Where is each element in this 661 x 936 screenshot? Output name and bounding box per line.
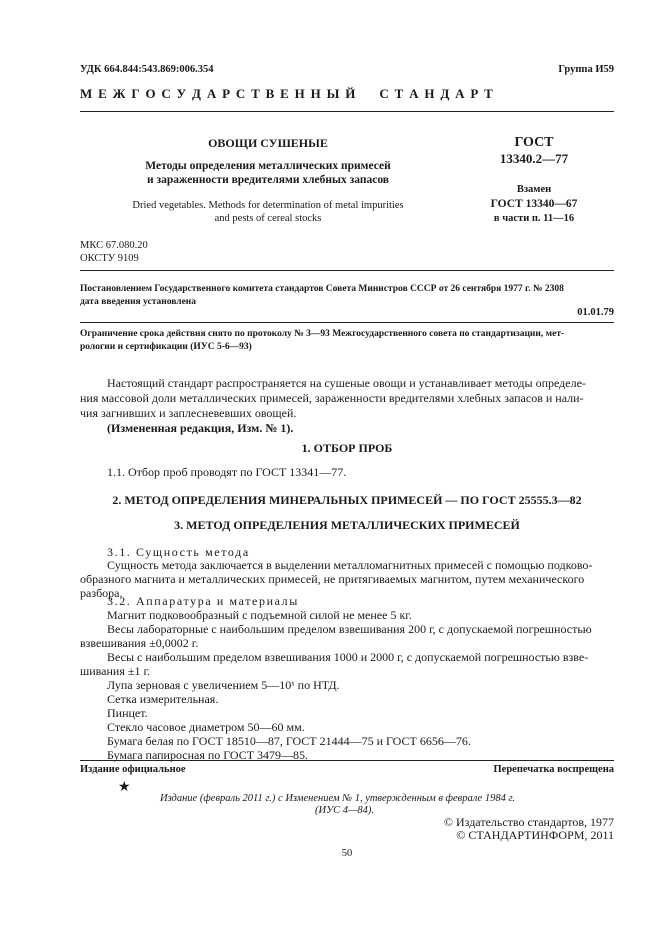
item-scales-2-line-2: шивания ±1 г. — [80, 664, 151, 678]
subsection-3-2-title: 3.2. Аппаратура и материалы — [107, 594, 299, 608]
effective-date: 01.01.79 — [577, 307, 614, 318]
group-code: Группа И59 — [558, 64, 614, 75]
star-icon: ★ — [118, 780, 131, 795]
subtitle-line-2: и зараженности вредителями хлебных запасов — [147, 174, 389, 186]
interstate-standard-banner: М Е Ж Г О С У Д А Р С Т В Е Н Н Ы Й С Т А Н Д А Р Т — [80, 86, 495, 101]
reprint-prohibited: Перепечатка воспрещена — [493, 764, 614, 775]
english-title-line-1: Dried vegetables. Methods for determination of metal impurities — [132, 200, 404, 211]
item-scales-1-line-1: Весы лабораторные с наибольшим пределом взвешивания 200 г, с допускаемой погрешностью — [107, 622, 592, 636]
section-1-heading: 1. ОТБОР ПРОБ — [301, 441, 393, 455]
edition-note-line-2: (ИУС 4—84). — [315, 805, 374, 816]
subtitle-line-1: Методы определения металлических примесей — [145, 160, 391, 172]
document-title: ОВОЩИ СУШЕНЫЕ — [208, 136, 328, 150]
edition-note-line-1: Издание (февраль 2011 г.) с Изменением № 1, утвержденным в феврале 1984 г. — [160, 793, 516, 804]
page-number: 50 — [341, 848, 353, 859]
footer-rule — [80, 760, 614, 761]
section-2-heading: 2. МЕТОД ОПРЕДЕЛЕНИЯ МИНЕРАЛЬНЫХ ПРИМЕСЕЙ — ПО ГОСТ 25555.3—82 — [112, 493, 582, 507]
s31-line-2: образного магнита и металлических примесей, не притягиваемых магнитом, путем механического — [80, 572, 585, 586]
item-grid: Сетка измерительная. — [107, 692, 219, 706]
replaces-part: в части п. 11—16 — [493, 213, 575, 224]
decree-line-2: дата введения установлена — [80, 297, 197, 307]
item-magnet: Магнит подковообразный с подъемной силой не менее 5 кг. — [107, 608, 412, 622]
limit-line-1: Ограничение срока действия снято по протоколу № 3—93 Межгосударственного совета по стандартизации, мет- — [80, 329, 565, 339]
official-edition: Издание официальное — [80, 764, 186, 775]
item-scales-2-line-1: Весы с наибольшим пределом взвешивания 1000 и 2000 г, с допускаемой погрешностью взве- — [107, 650, 589, 664]
intro-line-1: Настоящий стандарт распространяется на сушеные овощи и устанавливает методы определе- — [107, 376, 586, 390]
okstu-code: ОКСТУ 9109 — [80, 253, 139, 264]
item-scales-1-line-2: взвешивания ±0,0002 г. — [80, 636, 199, 650]
replaces-label: Взамен — [516, 184, 552, 195]
item-cigarette-paper: Бумага папиросная по ГОСТ 3479—85. — [107, 748, 309, 762]
copyright-standartinform: © СТАНДАРТИНФОРМ, 2011 — [456, 828, 614, 842]
subsection-3-1-title: 3.1. Сущность метода — [107, 545, 250, 559]
gost-number: 13340.2—77 — [499, 151, 569, 166]
english-title-line-2: and pests of cereal stocks — [214, 213, 322, 224]
mks-code: МКС 67.080.20 — [80, 240, 148, 251]
intro-line-3: чия загнивших и заплесневевших овощей. — [80, 406, 297, 420]
copyright-standards: © Издательство стандартов, 1977 — [443, 815, 614, 829]
date-rule — [80, 322, 614, 323]
codes-rule — [80, 270, 614, 271]
intro-amendment: (Измененная редакция, Изм. № 1). — [107, 421, 294, 435]
item-white-paper: Бумага белая по ГОСТ 18510—87, ГОСТ 21444—75 и ГОСТ 6656—76. — [107, 734, 471, 748]
s31-line-3: разбора. — [80, 586, 123, 600]
udk-code: УДК 664.844:543.869:006.354 — [80, 64, 214, 75]
item-tweezers: Пинцет. — [107, 706, 148, 720]
header-rule — [80, 111, 614, 112]
limit-line-2: рологии и сертификации (ИУС 5-6—93) — [80, 342, 252, 352]
s31-line-1: Сущность метода заключается в выделении металломагнитных примесей с помощью подково- — [107, 558, 593, 572]
gost-label: ГОСТ — [514, 135, 554, 150]
decree-line-1: Постановлением Государственного комитета стандартов Совета Министров СССР от 26 сентября 1977 г. № 2308 — [80, 284, 564, 294]
item-watch-glass: Стекло часовое диаметром 50—60 мм. — [107, 720, 305, 734]
intro-line-2: ния массовой доли металлических примесей, зараженности вредителями хлебных запасов и нали- — [80, 391, 584, 405]
item-loupe: Лупа зерновая с увеличением 5—10ˣ по НТД. — [107, 678, 340, 692]
section-1-paragraph: 1.1. Отбор проб проводят по ГОСТ 13341—77. — [107, 465, 347, 479]
section-3-heading: 3. МЕТОД ОПРЕДЕЛЕНИЯ МЕТАЛЛИЧЕСКИХ ПРИМЕСЕЙ — [174, 518, 520, 532]
replaces-gost: ГОСТ 13340—67 — [490, 198, 578, 210]
